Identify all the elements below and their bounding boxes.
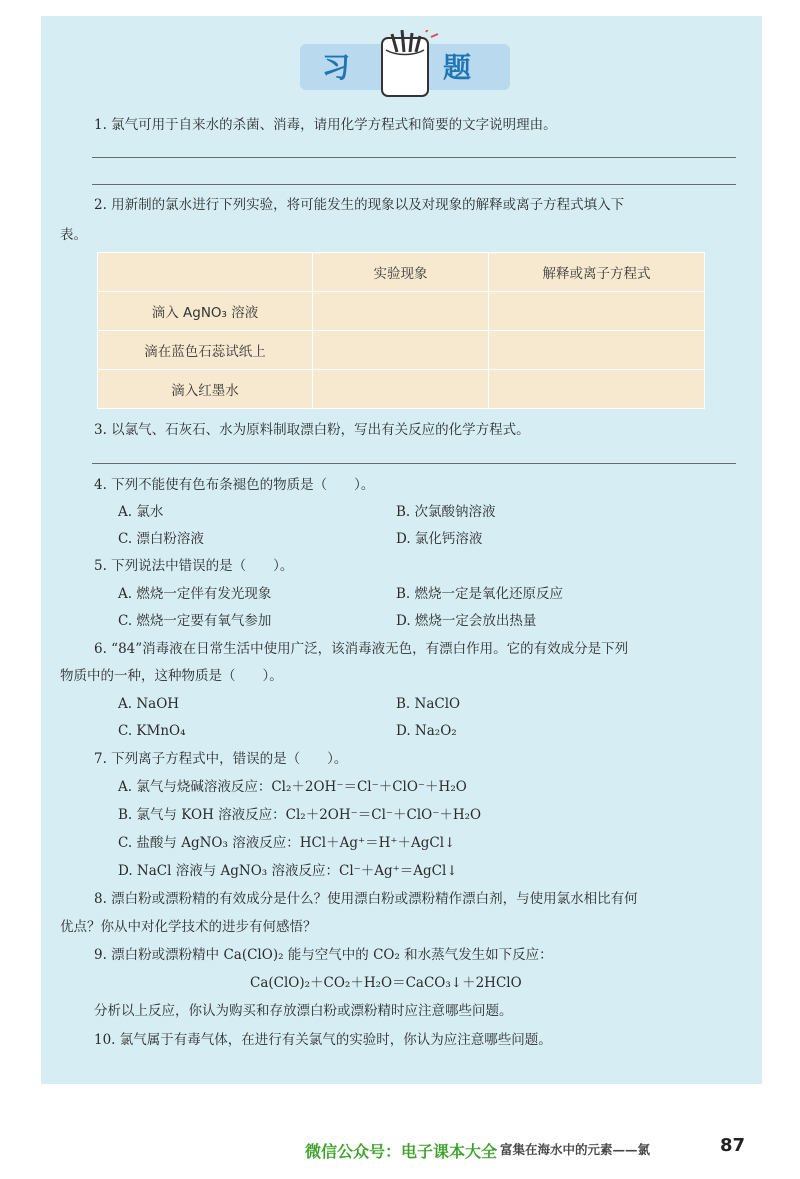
question-5-option-d: D. 燃烧一定会放出热量 xyxy=(396,613,537,629)
question-6-option-b: B. NaClO xyxy=(396,696,461,712)
table-cell xyxy=(489,370,705,409)
footer-credit: 微信公众号：电子课本大全 xyxy=(305,1142,498,1161)
answer-line xyxy=(92,157,736,158)
table-row xyxy=(98,292,705,331)
question-3: 3. 以氯气、石灰石、水为原料制取漂白粉，写出有关反应的化学方程式。 xyxy=(94,422,530,438)
table-header-row xyxy=(98,253,705,292)
question-8-line-2: 优点？你从中对化学技术的进步有何感悟？ xyxy=(60,919,317,935)
table-row xyxy=(98,331,705,370)
question-4-option-a: A. 氯水 xyxy=(118,504,164,520)
table-row xyxy=(98,370,705,409)
question-9-line-1: 9. 漂白粉或漂粉精中 Ca(ClO)₂ 能与空气中的 CO₂ 和水蒸气发生如下反应： xyxy=(94,947,553,963)
table-cell xyxy=(313,292,489,331)
question-7-option-a: A. 氯气与烧碱溶液反应：Cl₂＋2OH⁻＝Cl⁻＋ClO⁻＋H₂O xyxy=(118,779,467,795)
question-7-option-c: C. 盐酸与 AgNO₃ 溶液反应：HCl＋Ag⁺＝H⁺＋AgCl↓ xyxy=(118,835,456,851)
question-8-line-1: 8. 漂白粉或漂粉精的有效成分是什么？使用漂白粉或漂粉精作漂白剂，与使用氯水相比有何 xyxy=(94,891,638,907)
question-5-stem: 5. 下列说法中错误的是（ ）。 xyxy=(94,558,294,574)
question-6-line-1: 6. “84”消毒液在日常生活中使用广泛，该消毒液无色，有漂白作用。它的有效成分是下列 xyxy=(94,641,629,657)
table-row-label: 滴入红墨水 xyxy=(98,370,313,409)
footer-chapter-title: 富集在海水中的元素——氯 xyxy=(500,1142,651,1157)
page-number: 87 xyxy=(720,1135,746,1156)
table-cell xyxy=(313,370,489,409)
title-char-left: 习 xyxy=(322,51,353,84)
question-5-option-c: C. 燃烧一定要有氧气参加 xyxy=(118,613,272,629)
question-6-option-c: C. KMnO₄ xyxy=(118,723,186,739)
table-cell xyxy=(313,331,489,370)
table-cell xyxy=(489,331,705,370)
answer-line xyxy=(92,184,736,185)
question-6-option-a: A. NaOH xyxy=(118,696,180,712)
question-6-line-2: 物质中的一种，这种物质是（ ）。 xyxy=(60,668,283,684)
question-4-option-d: D. 氯化钙溶液 xyxy=(396,531,483,547)
table-header-cell xyxy=(98,253,313,292)
question-9-line-2: 分析以上反应，你认为购买和存放漂白粉或漂粉精时应注意哪些问题。 xyxy=(94,1003,513,1019)
table-cell xyxy=(489,292,705,331)
question-7-option-b: B. 氯气与 KOH 溶液反应：Cl₂＋2OH⁻＝Cl⁻＋ClO⁻＋H₂O xyxy=(118,807,482,823)
question-1: 1. 氯气可用于自来水的杀菌、消毒，请用化学方程式和简要的文字说明理由。 xyxy=(94,117,557,133)
question-5-option-b: B. 燃烧一定是氧化还原反应 xyxy=(396,586,564,602)
question-4-option-c: C. 漂白粉溶液 xyxy=(118,531,204,547)
table-header-cell: 实验现象 xyxy=(313,253,489,292)
question-4-option-b: B. 次氯酸钠溶液 xyxy=(396,504,496,520)
table-header-cell: 解释或离子方程式 xyxy=(489,253,705,292)
table-row-label: 滴在蓝色石蕊试纸上 xyxy=(98,331,313,370)
question-7-option-d: D. NaCl 溶液与 AgNO₃ 溶液反应：Cl⁻＋Ag⁺＝AgCl↓ xyxy=(118,863,458,879)
question-6-option-d: D. Na₂O₂ xyxy=(396,723,457,739)
experiment-table xyxy=(97,252,705,409)
question-10: 10. 氯气属于有毒气体，在进行有关氯气的实验时，你认为应注意哪些问题。 xyxy=(94,1032,552,1048)
table-row-label: 滴入 AgNO₃ 溶液 xyxy=(98,292,313,331)
question-9-equation: Ca(ClO)₂＋CO₂＋H₂O＝CaCO₃↓＋2HClO xyxy=(250,975,522,991)
question-2-line-2: 表。 xyxy=(60,227,87,243)
question-2-line-1: 2. 用新制的氯水进行下列实验，将可能发生的现象以及对现象的解释或离子方程式填入下 xyxy=(94,197,625,213)
title-char-right: 题 xyxy=(443,51,474,84)
question-7-stem: 7. 下列离子方程式中，错误的是（ ）。 xyxy=(94,751,348,767)
question-5-option-a: A. 燃烧一定伴有发光现象 xyxy=(118,586,272,602)
answer-line xyxy=(92,463,736,464)
question-4-stem: 4. 下列不能使有色布条褪色的物质是（ ）。 xyxy=(94,477,375,493)
